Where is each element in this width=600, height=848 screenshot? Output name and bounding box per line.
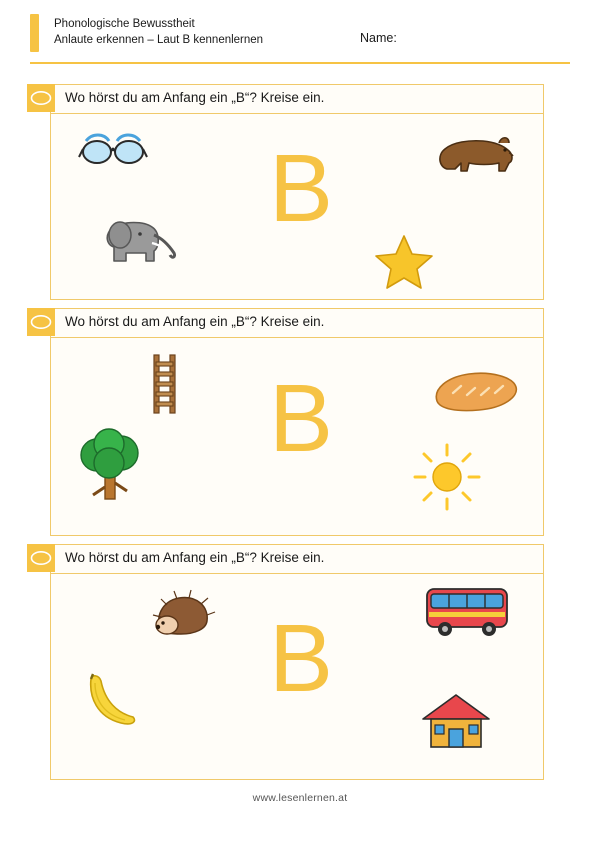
prompt-divider [51, 337, 543, 338]
page-header [0, 0, 600, 64]
exercise-block-3 [50, 544, 544, 780]
star-picture[interactable] [373, 233, 435, 296]
banana-picture[interactable] [77, 673, 143, 740]
house-picture[interactable] [419, 691, 493, 758]
header-divider [30, 62, 570, 64]
exercise-prompt: Wo hörst du am Anfang ein „B“? Kreise ein. [65, 550, 325, 565]
glasses-picture[interactable] [78, 127, 148, 180]
footer-website: www.lesenlernen.at [252, 792, 348, 804]
header-accent-bar [30, 14, 39, 52]
elephant-picture[interactable] [94, 213, 180, 274]
page-footer [0, 792, 600, 804]
exercise-block-2 [50, 308, 544, 536]
bear-picture[interactable] [433, 127, 517, 182]
circle-icon [27, 84, 55, 112]
prompt-divider [51, 113, 543, 114]
exercise-block-1 [50, 84, 544, 300]
ladder-picture[interactable] [145, 353, 185, 420]
worksheet-subtitle: Anlaute erkennen – Laut B kennenlernen [54, 34, 264, 46]
name-label: Name: [360, 31, 397, 45]
bus-picture[interactable] [419, 581, 515, 648]
hedgehog-picture[interactable] [151, 589, 217, 648]
target-letter: B [269, 365, 334, 472]
header-titles [54, 16, 263, 48]
target-letter: B [269, 135, 334, 242]
exercise-prompt: Wo hörst du am Anfang ein „B“? Kreise ein. [65, 314, 325, 329]
worksheet-topic: Phonologische Bewusstheit [54, 18, 195, 30]
tree-picture[interactable] [71, 425, 149, 508]
target-letter: B [269, 605, 334, 712]
prompt-divider [51, 573, 543, 574]
sun-picture[interactable] [411, 441, 483, 518]
circle-icon [27, 544, 55, 572]
exercise-prompt: Wo hörst du am Anfang ein „B“? Kreise ein. [65, 90, 325, 105]
bread-picture[interactable] [429, 367, 521, 420]
circle-icon [27, 308, 55, 336]
